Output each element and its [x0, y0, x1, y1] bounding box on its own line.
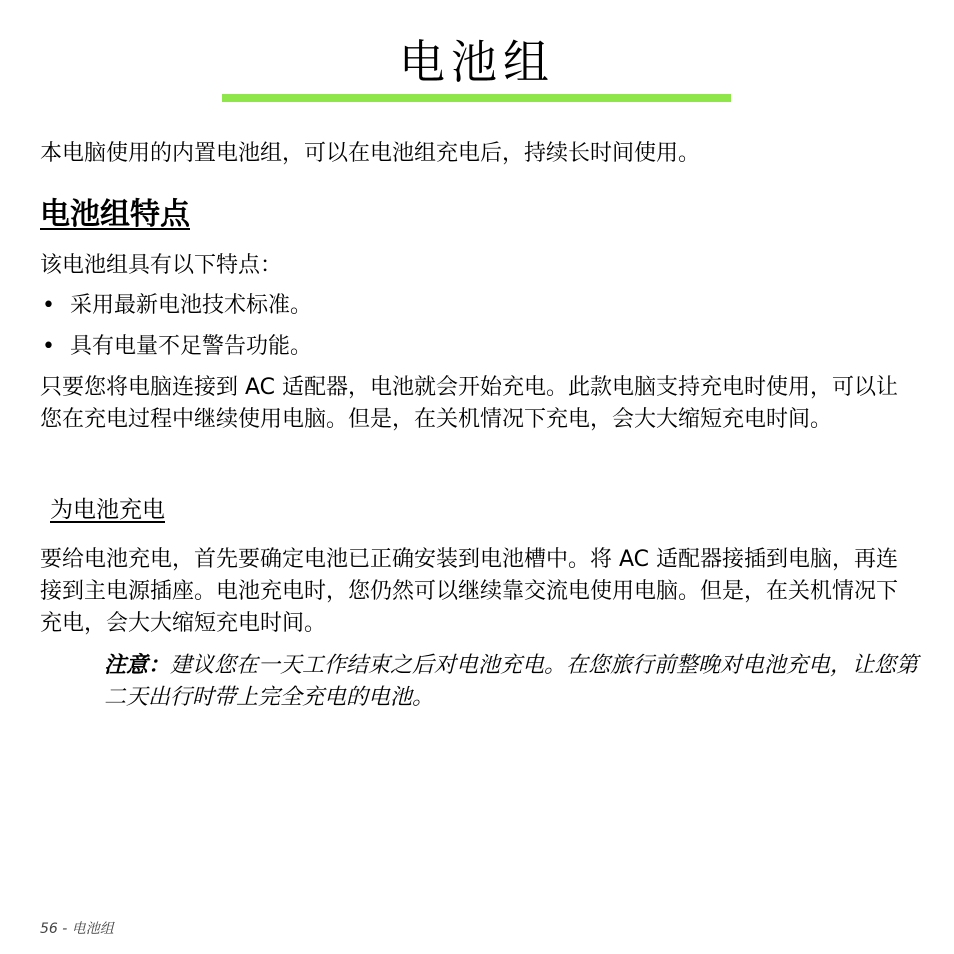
section-heading-features: 电池组特点 — [40, 197, 190, 232]
note-label: 注意： — [104, 653, 171, 678]
features-list — [40, 290, 312, 372]
list-item — [40, 290, 312, 322]
section-heading-charging: 为电池充电 — [50, 497, 165, 523]
features-lead: 该电池组具有以下特点： — [40, 253, 283, 278]
bullet-icon: • — [42, 293, 55, 318]
list-item-text: 采用最新电池技术标准。 — [70, 293, 313, 318]
page-title: 电池组 — [399, 35, 555, 89]
note-text: 建议您在一天工作结束之后对电池充电。在您旅行前整晚对电池充电，让您第二天出行时带上完全充电的电池。 — [104, 653, 919, 710]
intro-paragraph: 本电脑使用的内置电池组，可以在电池组充电后，持续长时间使用。 — [40, 141, 701, 166]
charging-paragraph: 要给电池充电，首先要确定电池已正确安装到电池槽中。将 AC 适配器接插到电脑，再连接到主电源插座。电池充电时，您仍然可以继续靠交流电使用电脑。但是，在关机情况下充电，会大大缩短充电时间。 — [40, 547, 899, 636]
page-footer: 56 - 电池组 — [40, 921, 114, 937]
features-paragraph: 只要您将电脑连接到 AC 适配器，电池就会开始充电。此款电脑支持充电时使用，可以让您在充电过程中继续使用电脑。但是，在关机情况下充电，会大大缩短充电时间。 — [40, 375, 899, 432]
list-item — [40, 331, 312, 363]
bullet-icon: • — [42, 334, 55, 359]
list-item-text: 具有电量不足警告功能。 — [70, 334, 313, 359]
title-underline-bar — [222, 94, 731, 102]
note-paragraph — [104, 650, 920, 714]
